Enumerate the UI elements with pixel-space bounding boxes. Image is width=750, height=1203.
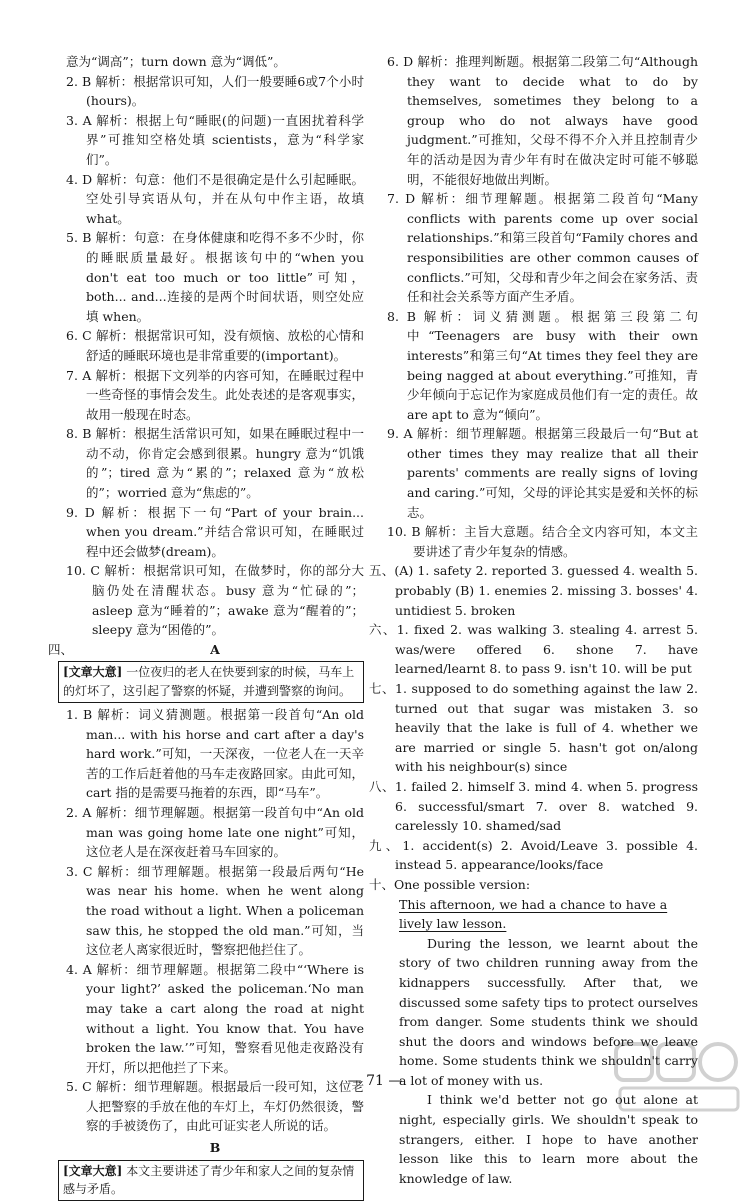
essay-title: This afternoon, we had a chance to have a lively law lesson.: [399, 896, 668, 932]
passage-a-heading: A: [210, 641, 220, 657]
answer-item: 2. B 解析：根据常识可知，人们一般要睡6或7个小时(hours)。: [66, 73, 364, 109]
answer-item: 八、1. failed 2. himself 3. mind 4. when 5. progress 6. successful/smart 7. over 8. watched 9. carelessly 10. shamed/sad: [369, 778, 698, 834]
answer-item: 8. B 解析：词义猜测题。根据第三段第二句中“Teenagers are busy with their own interests”和第三句“At times they feel they are being nagged at about everything.”可推知，青少年倾向于忘记作为家庭成员他们有一定的责任。故 are apt to 意为“倾向”。: [387, 308, 698, 422]
summary-text: 一位夜归的老人在快要到家的时候，马车上的灯坏了，这引起了警察的怀疑，并遭到警察的询问。: [63, 665, 355, 699]
left-column: [48, 52, 364, 1203]
passage-b-heading: B: [209, 1140, 221, 1156]
answer-item: 3. A 解析：根据上句“睡眠(的问题)一直困扰着科学界”可推知空格处填 scientists，意为“科学家们”。: [66, 112, 364, 167]
answer-item: 5. B 解析：句意：在身体健康和吃得不多不少时，你的睡眠质量最好。根据该句中的“when you don't eat too much or too little”可知，both... and...连接的是两个时间状语，则空处应填 when。: [66, 230, 364, 324]
answer-item: 6. D 解析：推理判断题。根据第二段第二句“Although they want to decide what to do by themselves, sometimes they belong to a group who do not always have good judgment.”可推知，父母不得不介入并且控制青少年的活动是因为青少年有时在做决定时可能不够聪明，不能很好地做出判断。: [387, 54, 698, 187]
answer-item: 3. C 解析：细节理解题。根据第一段最后两句“He was near his home. when he went along the road without a light. When a policeman saw this, he stopped the old man.”可知，当这位老人离家很近时，警察把他拦住了。: [66, 863, 364, 958]
answer-item: 十、One possible version:: [369, 876, 531, 892]
answer-item: 6. C 解析：根据常识可知，没有烦恼、放松的心情和舒适的睡眠环境也是非常重要的(important)。: [66, 328, 364, 363]
answer-item: 4. A 解析：细节理解题。根据第二段中“‘Where is your light?’ asked the policeman.‘No man may take a cart along the road at night without a light. You know that. You have broken the law.’”可知，警察看见他走夜路没有开灯，所以把他拦了下来。: [66, 961, 364, 1075]
passage-b-summary-box: [58, 1160, 364, 1202]
passage-a-summary-box: [58, 661, 364, 703]
summary-text: 本文主要讲述了青少年和家人之间的复杂情感与矛盾。: [63, 1163, 355, 1197]
answer-item: 2. A 解析：细节理解题。根据第一段首句中“An old man was going home late one night”可知，这位老人是在深夜赶着马车回家的。: [66, 804, 364, 860]
answer-item: 4. D 解析：句意：他们不是很确定是什么引起睡眠。空处引导宾语从句，并在从句中作主语，故填 what。: [66, 171, 364, 226]
watermark-logo: [612, 1038, 742, 1116]
answer-item: 9. D 解析：根据下一句“Part of your brain... when you dream.”并结合常识可知，在睡眠过程中还会做梦(dream)。: [66, 504, 364, 559]
answer-item: 六、1. fixed 2. was walking 3. stealing 4. arrest 5. was/were offered 6. shone 7. have learned/learnt 8. to pass 9. isn't 10. will be put: [369, 622, 698, 677]
page-number: — 71 —: [347, 1073, 403, 1089]
answer-item: 意为“调高”；turn down 意为“调低”。: [66, 54, 286, 69]
answer-item: 8. B 解析：根据生活常识可知，如果在睡眠过程中一动不动，你肯定会感到很累。hungry 意为“饥饿的”；tired 意为“累的”；relaxed 意为“放松的”；worried 意为“焦虑的”。: [66, 426, 364, 501]
summary-label: [文章大意]: [63, 1163, 123, 1178]
essay-paragraph: I think we'd better not go out alone at night, especially girls. We shouldn't speak to strangers, either. I hope to have another lesson like this to learn more about the knowledge of law.: [399, 1092, 698, 1186]
essay-paragraph: During the lesson, we learnt about the story of two children running away from the kidnappers successfully. After that, we discussed some safety tips to protect ourselves from danger. Some students think we should shut the doors and windows before we leave home. Some students think we shouldn't carry a lot of money with us.: [399, 935, 698, 1088]
answer-item: 7. D 解析：细节理解题。根据第二段首句“Many conflicts with parents come up over social relationships.”和第三段首句“Family chores and responsibilities are other common causes of conflicts.”可知，父母和青少年之间会在家务活、责任和社会关系等方面产生矛盾。: [387, 191, 698, 305]
answer-item: 5. C 解析：细节理解题。根据最后一段可知，这位老人把警察的手放在他的车灯上，车灯仍然很烫，警察的手被烫伤了，由此可证实老人所说的话。: [66, 1079, 364, 1134]
answer-item: 1. B 解析：词义猜测题。根据第一段首句“An old man... with his horse and cart after a day's hard work.”可知，一天深夜，一位老人在一天辛苦的工作后赶着他的马车走夜路回家。由此可知，cart 指的是需要马拖着的东西，即“马车”。: [66, 707, 364, 801]
answer-item: 九、1. accident(s) 2. Avoid/Leave 3. possible 4. instead 5. appearance/looks/face: [369, 837, 698, 873]
answer-item: 10. C 解析：根据常识可知，在做梦时，你的部分大脑仍处在清醒状态。busy 意为“忙碌的”；asleep 意为“睡着的”；awake 意为“醒着的”；sleepy 意为“困倦的”。: [66, 563, 364, 638]
answer-item: 9. A 解析：细节理解题。根据第三段最后一句“But at other times they may realize that all their parents' comments are really signs of loving and caring.”可知，父母的评论其实是爱和关怀的标志。: [387, 426, 698, 520]
answer-item: 五、(A) 1. safety 2. reported 3. guessed 4. wealth 5. probably (B) 1. enemies 2. missing 3. bosses' 4. untidiest 5. broken: [369, 563, 698, 618]
left-answer-list: [66, 52, 364, 640]
section-four-label: 四、: [48, 641, 74, 657]
answer-item: 七、1. supposed to do something against the law 2. turned out that sugar was mistaken 3. so heavily that the lake is full of 4. whether we are married or single 5. hasn't got on/along with his neighbour(s) since: [369, 681, 698, 775]
answer-item: 7. A 解析：根据下文列举的内容可知，在睡眠过程中一些奇怪的事情会发生。此处表述的是客观事实，故用一般现在时态。: [66, 367, 364, 422]
answer-item: 10. B 解析：主旨大意题。结合全文内容可知，本文主要讲述了青少年复杂的情感。: [387, 524, 698, 559]
right-answer-list: [369, 52, 698, 895]
summary-label: [文章大意]: [63, 665, 123, 680]
